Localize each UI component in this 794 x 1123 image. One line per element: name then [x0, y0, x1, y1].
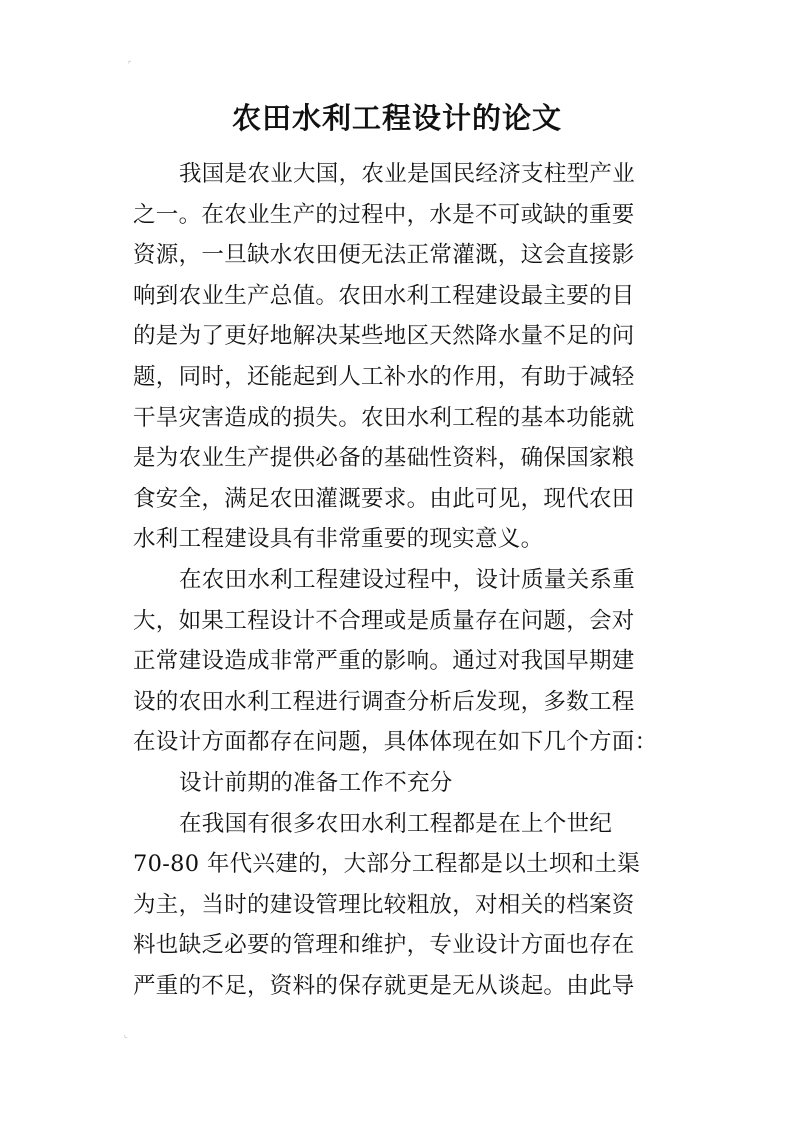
body-line: 70-80 年代兴建的，大部分工程都是以土坝和土渠: [133, 851, 641, 878]
body-line: 在我国有很多农田水利工程都是在上个世纪: [179, 810, 613, 837]
body-line: 设的农田水利工程进行调查分析后发现，多数工程: [133, 688, 635, 715]
body-line: 资源，一旦缺水农田便无法正常灌溉，这会直接影: [133, 242, 635, 269]
body-line: 为主，当时的建设管理比较粗放，对相关的档案资: [133, 891, 635, 918]
body-line: 严重的不足，资料的保存就更是无从谈起。由此导: [133, 972, 635, 999]
body-line: 我国是农业大国，农业是国民经济支柱型产业: [179, 161, 636, 187]
body-line: 大，如果工程设计不合理或是质量存在问题，会对: [133, 607, 635, 634]
body-line: 在设计方面都存在问题，具体体现在如下几个方面：: [133, 729, 658, 756]
body-line: 题，同时，还能起到人工补水的作用，有助于减轻: [133, 363, 635, 390]
body-line: 水利工程建设具有非常重要的现实意义。: [133, 526, 544, 553]
body-line: 食安全，满足农田灌溉要求。由此可见，现代农田: [133, 485, 635, 512]
document-body: [133, 154, 663, 1006]
body-line: 响到农业生产总值。农田水利工程建设最主要的目: [133, 282, 635, 309]
corner-crop-mark-top: ⌜: [128, 60, 132, 69]
body-line: 是为农业生产提供必备的基础性资料，确保国家粮: [133, 445, 635, 472]
document-title: 农田水利工程设计的论文: [231, 101, 562, 135]
body-line: 在农田水利工程建设过程中，设计质量关系重: [179, 566, 636, 593]
body-line: 干旱灾害造成的损失。农田水利工程的基本功能就: [133, 404, 635, 431]
body-line: 料也缺乏必要的管理和维护，专业设计方面也存在: [133, 932, 635, 959]
corner-crop-mark-bottom: ⌞: [124, 1030, 128, 1039]
body-line: 正常建设造成非常严重的影响。通过对我国早期建: [133, 648, 635, 675]
body-line: 设计前期的准备工作不充分: [179, 769, 453, 796]
body-line: 之一。在农业生产的过程中，水是不可或缺的重要: [133, 201, 635, 228]
body-line: 的是为了更好地解决某些地区天然降水量不足的问: [133, 323, 635, 350]
